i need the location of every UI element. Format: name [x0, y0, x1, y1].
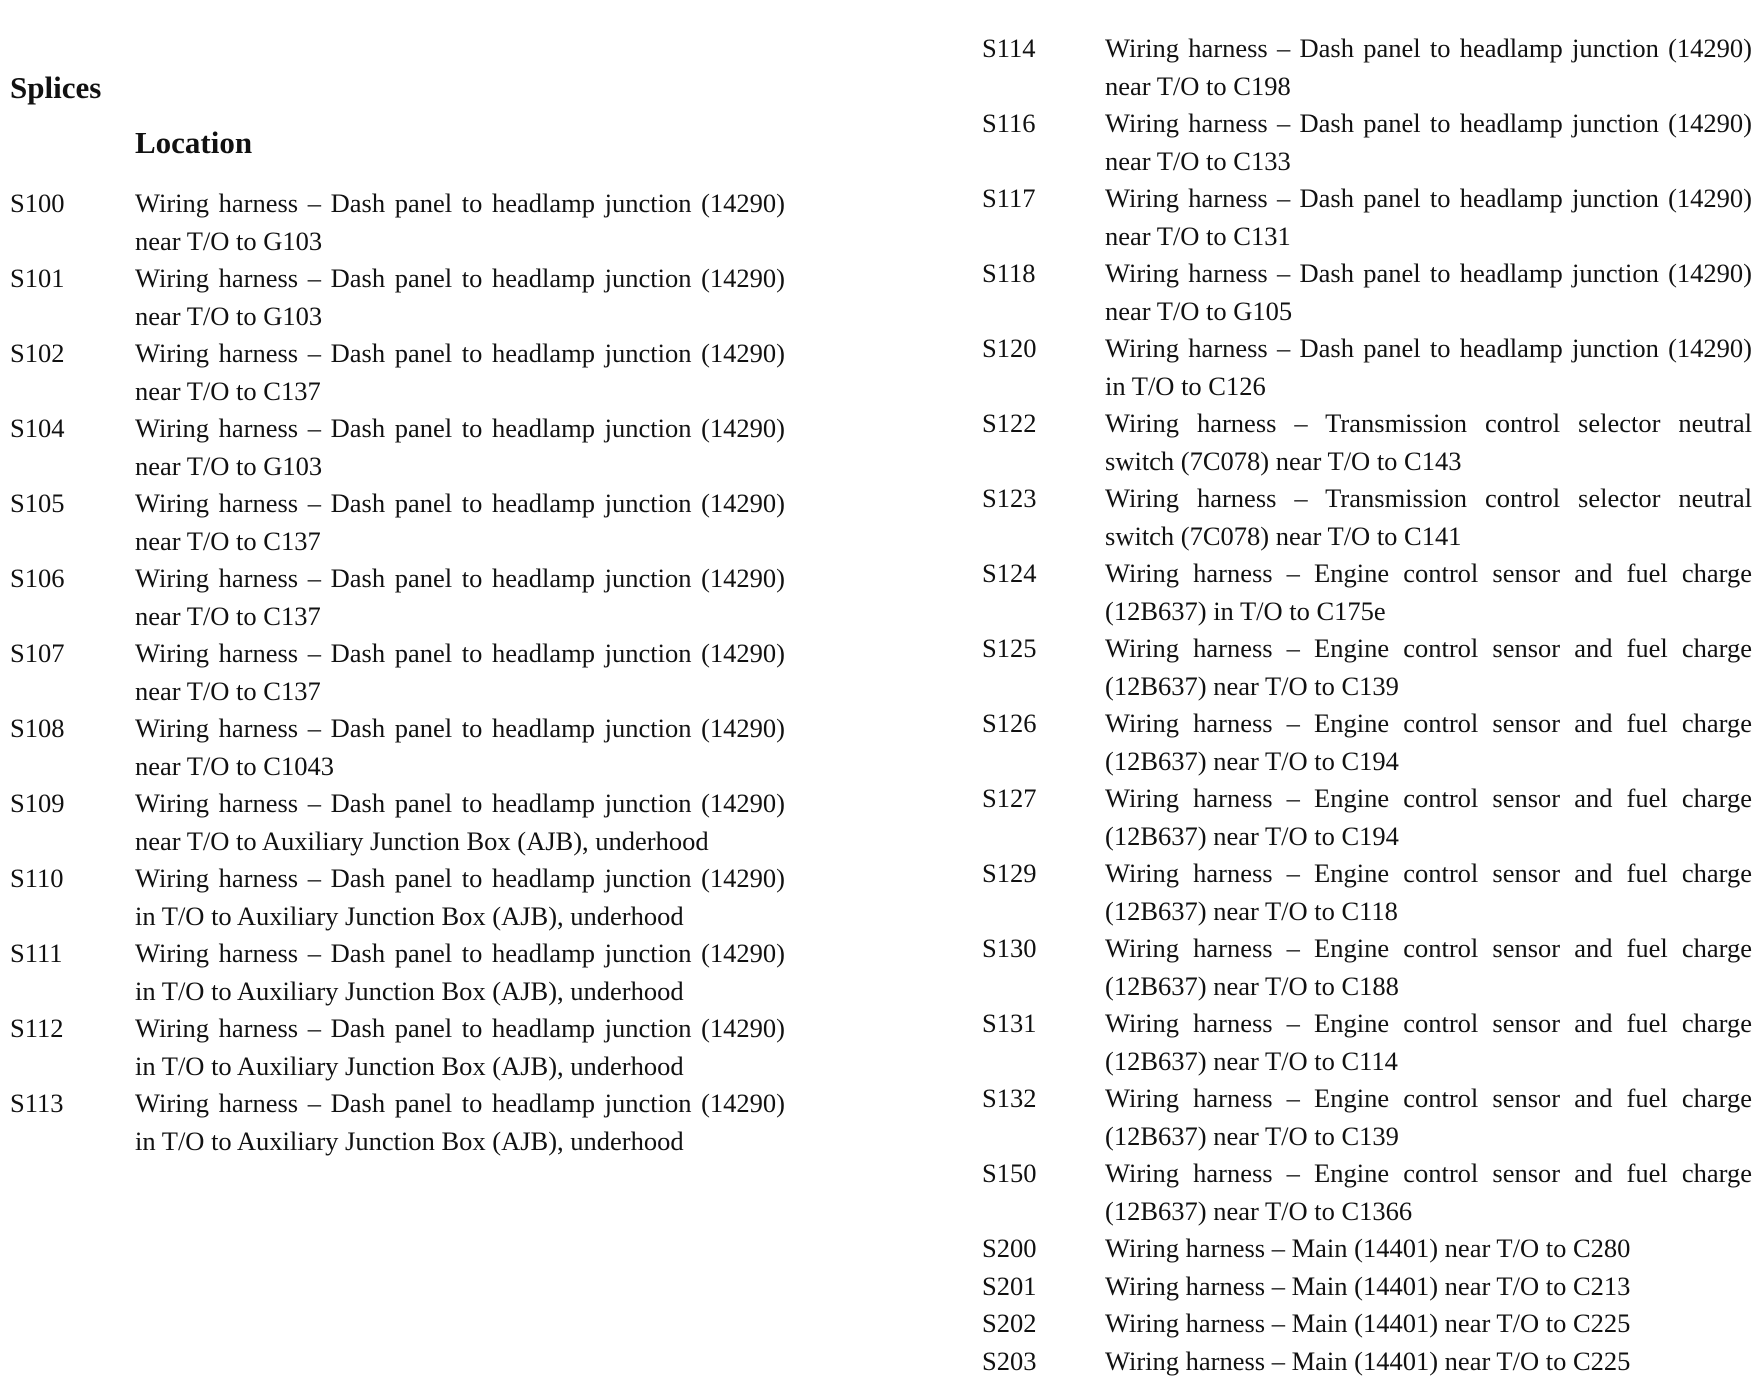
splice-location: Wiring harness – Dash panel to headlamp junction (14290) in T/O to Auxiliary Junction Box (AJB), underhood — [135, 938, 785, 1006]
splice-location: Wiring harness – Dash panel to headlamp junction (14290) near T/O to C137 — [135, 563, 785, 631]
location-heading: Location — [135, 125, 253, 160]
splice-entry-s112 — [10, 1010, 785, 1085]
splice-location: Wiring harness – Main (14401) near T/O to C225 — [1105, 1345, 1631, 1376]
splice-location: Wiring harness – Transmission control selector neutral switch (7C078) near T/O to C143 — [1105, 408, 1752, 476]
splice-entry-s203 — [982, 1343, 1752, 1381]
splice-location: Wiring harness – Dash panel to headlamp junction (14290) near T/O to G103 — [135, 188, 785, 256]
splice-entry-s106 — [10, 560, 785, 635]
splice-code: S150 — [982, 1158, 1037, 1188]
splice-entry-s126 — [982, 705, 1752, 780]
splice-code: S116 — [982, 108, 1036, 138]
splice-code: S117 — [982, 183, 1036, 213]
splice-code: S201 — [982, 1270, 1037, 1301]
splice-entry-s200 — [982, 1230, 1752, 1268]
splice-location: Wiring harness – Dash panel to headlamp junction (14290) near T/O to Auxiliary Junction Box (AJB), underhood — [135, 788, 785, 856]
splice-location: Wiring harness – Engine control sensor and fuel charge (12B637) near T/O to C118 — [1105, 858, 1752, 926]
splice-entry-s129 — [982, 855, 1752, 930]
splice-entry-s100 — [10, 185, 785, 260]
splice-code: S124 — [982, 558, 1037, 588]
splice-code: S125 — [982, 633, 1037, 663]
splice-entry-s127 — [982, 780, 1752, 855]
splice-entry-s122 — [982, 405, 1752, 480]
splice-code: S109 — [10, 788, 65, 818]
splice-code: S100 — [10, 188, 65, 218]
splice-location: Wiring harness – Engine control sensor and fuel charge (12B637) in T/O to C175e — [1105, 558, 1752, 626]
splice-location: Wiring harness – Engine control sensor and fuel charge (12B637) near T/O to C194 — [1105, 708, 1752, 776]
splice-location: Wiring harness – Dash panel to headlamp junction (14290) in T/O to Auxiliary Junction Box (AJB), underhood — [135, 1088, 785, 1156]
splice-code: S111 — [10, 938, 63, 968]
splice-location: Wiring harness – Dash panel to headlamp junction (14290) near T/O to G105 — [1105, 258, 1752, 326]
splice-location: Wiring harness – Dash panel to headlamp junction (14290) near T/O to G103 — [135, 413, 785, 481]
splice-code: S120 — [982, 333, 1037, 363]
splice-location: Wiring harness – Main (14401) near T/O to C225 — [1105, 1308, 1631, 1338]
splice-code: S110 — [10, 863, 64, 893]
splice-entry-s202 — [982, 1305, 1752, 1343]
splice-entry-s124 — [982, 555, 1752, 630]
splice-entry-s111 — [10, 935, 785, 1010]
splice-entry-s114 — [982, 30, 1752, 105]
splice-location: Wiring harness – Dash panel to headlamp junction (14290) in T/O to C126 — [1105, 333, 1752, 401]
splice-code: S122 — [982, 408, 1037, 438]
splice-location: Wiring harness – Main (14401) near T/O to C213 — [1105, 1270, 1631, 1301]
splice-code: S130 — [982, 933, 1037, 963]
splice-location: Wiring harness – Engine control sensor and fuel charge (12B637) near T/O to C188 — [1105, 933, 1752, 1001]
splice-code: S101 — [10, 263, 65, 293]
splice-code: S113 — [10, 1088, 64, 1118]
splice-location: Wiring harness – Engine control sensor and fuel charge (12B637) near T/O to C139 — [1105, 633, 1752, 701]
splice-location: Wiring harness – Dash panel to headlamp junction (14290) in T/O to Auxiliary Junction Box (AJB), underhood — [135, 1013, 785, 1081]
splice-code: S127 — [982, 783, 1037, 813]
splice-code: S108 — [10, 713, 65, 743]
splice-code: S114 — [982, 33, 1036, 63]
splice-location: Wiring harness – Engine control sensor and fuel charge (12B637) near T/O to C114 — [1105, 1008, 1752, 1076]
splice-entry-s110 — [10, 860, 785, 935]
splice-entry-s150 — [982, 1155, 1752, 1230]
splice-entry-s108 — [10, 710, 785, 785]
page-title: Splices — [10, 70, 102, 105]
left-column — [10, 185, 785, 1160]
splice-entry-s109 — [10, 785, 785, 860]
splice-code: S131 — [982, 1008, 1037, 1038]
splice-location: Wiring harness – Engine control sensor and fuel charge (12B637) near T/O to C139 — [1105, 1083, 1752, 1151]
splice-entry-s107 — [10, 635, 785, 710]
splice-code: S118 — [982, 258, 1036, 288]
splice-code: S102 — [10, 338, 65, 368]
splice-location: Wiring harness – Dash panel to headlamp junction (14290) near T/O to C137 — [135, 338, 785, 406]
splice-entry-s116 — [982, 105, 1752, 180]
splice-location: Wiring harness – Dash panel to headlamp junction (14290) near T/O to G103 — [135, 263, 785, 331]
splice-entry-s120 — [982, 330, 1752, 405]
splice-location: Wiring harness – Dash panel to headlamp junction (14290) near T/O to C131 — [1105, 183, 1752, 251]
splice-entry-s102 — [10, 335, 785, 410]
splice-entry-s118 — [982, 255, 1752, 330]
splice-location: Wiring harness – Dash panel to headlamp junction (14290) near T/O to C198 — [1105, 33, 1752, 101]
splice-code: S203 — [982, 1345, 1037, 1376]
splice-code: S105 — [10, 488, 65, 518]
splice-entry-s130 — [982, 930, 1752, 1005]
splice-location: Wiring harness – Dash panel to headlamp junction (14290) near T/O to C1043 — [135, 713, 785, 781]
splice-code: S112 — [10, 1013, 64, 1043]
splice-entry-s101 — [10, 260, 785, 335]
splice-location: Wiring harness – Dash panel to headlamp junction (14290) near T/O to C133 — [1105, 108, 1752, 176]
right-column — [982, 30, 1752, 1380]
splice-code: S106 — [10, 563, 65, 593]
splice-location: Wiring harness – Dash panel to headlamp junction (14290) in T/O to Auxiliary Junction Box (AJB), underhood — [135, 863, 785, 931]
splice-entry-s105 — [10, 485, 785, 560]
splice-location: Wiring harness – Engine control sensor and fuel charge (12B637) near T/O to C194 — [1105, 783, 1752, 851]
splice-entry-s104 — [10, 410, 785, 485]
splice-code: S202 — [982, 1308, 1037, 1338]
splice-code: S132 — [982, 1083, 1037, 1113]
splice-location: Wiring harness – Main (14401) near T/O to C280 — [1105, 1233, 1631, 1263]
splice-entry-s123 — [982, 480, 1752, 555]
splice-location: Wiring harness – Engine control sensor and fuel charge (12B637) near T/O to C1366 — [1105, 1158, 1752, 1226]
splice-entry-s132 — [982, 1080, 1752, 1155]
splice-location: Wiring harness – Transmission control selector neutral switch (7C078) near T/O to C141 — [1105, 483, 1752, 551]
splice-entry-s117 — [982, 180, 1752, 255]
splice-code: S129 — [982, 858, 1037, 888]
splice-entry-s201 — [982, 1268, 1752, 1306]
splice-entry-s131 — [982, 1005, 1752, 1080]
splice-code: S126 — [982, 708, 1037, 738]
splice-entry-s125 — [982, 630, 1752, 705]
splice-location: Wiring harness – Dash panel to headlamp junction (14290) near T/O to C137 — [135, 638, 785, 706]
splice-code: S104 — [10, 413, 65, 443]
splice-entry-s113 — [10, 1085, 785, 1160]
splice-code: S123 — [982, 483, 1037, 513]
splice-code: S107 — [10, 638, 65, 668]
splice-location: Wiring harness – Dash panel to headlamp junction (14290) near T/O to C137 — [135, 488, 785, 556]
splice-code: S200 — [982, 1233, 1037, 1263]
